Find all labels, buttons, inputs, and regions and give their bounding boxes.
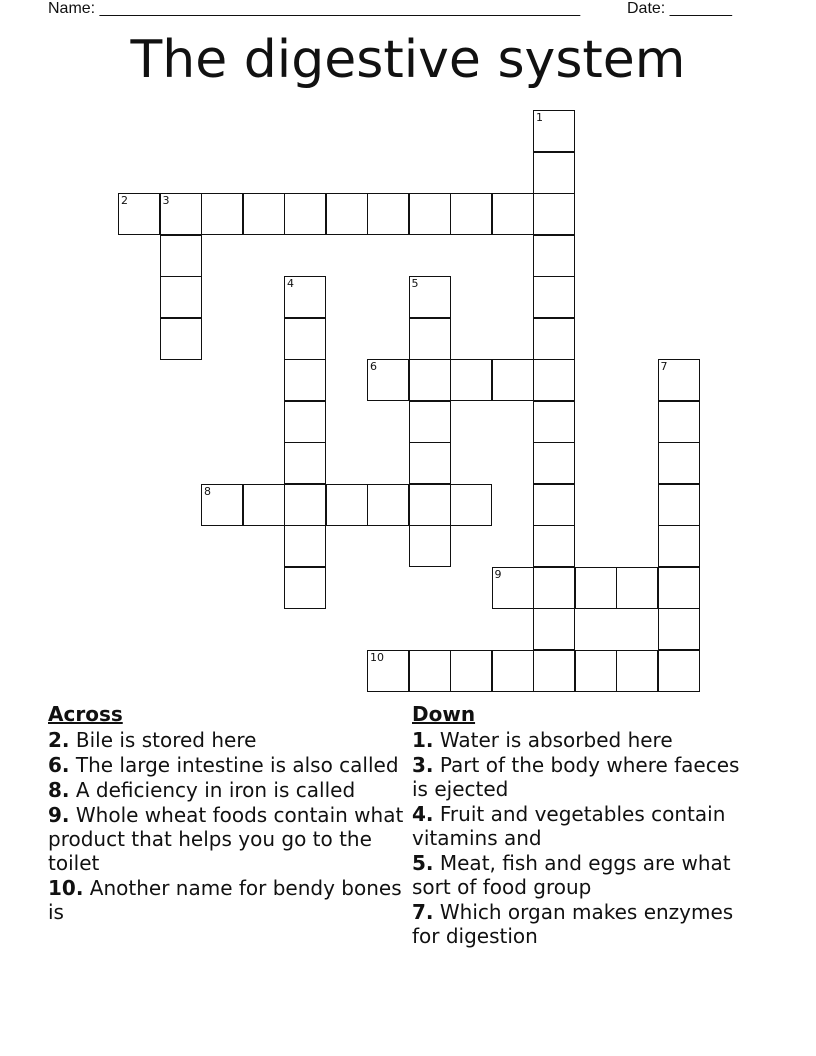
clue-number: 10.: [48, 876, 84, 900]
crossword-cell[interactable]: [284, 401, 326, 443]
crossword-cell[interactable]: [658, 442, 700, 484]
cell-number: 1: [536, 111, 543, 124]
crossword-cell[interactable]: [284, 193, 326, 235]
crossword-cell[interactable]: [533, 567, 575, 609]
crossword-cell[interactable]: [201, 484, 243, 526]
crossword-cell[interactable]: [409, 650, 451, 692]
clue-number: 5.: [412, 851, 434, 875]
crossword-cell[interactable]: [658, 567, 700, 609]
clue-number: 8.: [48, 778, 70, 802]
clue-across-9: [48, 803, 408, 875]
crossword-cell[interactable]: [284, 359, 326, 401]
clue-number: 3.: [412, 753, 434, 777]
crossword-cell[interactable]: [409, 318, 451, 360]
crossword-cell[interactable]: [367, 650, 409, 692]
crossword-cell[interactable]: [160, 276, 202, 318]
crossword-cell[interactable]: [450, 359, 492, 401]
clue-text: A deficiency in iron is called: [75, 778, 356, 802]
crossword-cell[interactable]: [492, 359, 534, 401]
clue-text: Bile is stored here: [75, 728, 257, 752]
clue-across-2: [48, 728, 408, 752]
clue-number: 7.: [412, 900, 434, 924]
crossword-cell[interactable]: [243, 193, 285, 235]
crossword-cell[interactable]: [284, 484, 326, 526]
crossword-cell[interactable]: [409, 525, 451, 567]
clue-across-8: [48, 778, 408, 802]
clue-text: Fruit and vegetables contain vitamins and: [412, 802, 726, 850]
crossword-cell[interactable]: [533, 276, 575, 318]
crossword-cell[interactable]: [575, 650, 617, 692]
across-heading: Across: [48, 702, 123, 726]
crossword-cell[interactable]: [533, 525, 575, 567]
crossword-cell[interactable]: [533, 608, 575, 650]
crossword-cell[interactable]: [533, 152, 575, 194]
crossword-cell[interactable]: [450, 193, 492, 235]
crossword-cell[interactable]: [118, 193, 160, 235]
crossword-cell[interactable]: [326, 484, 368, 526]
crossword-cell[interactable]: [533, 442, 575, 484]
clue-text: Water is absorbed here: [439, 728, 673, 752]
clue-number: 9.: [48, 803, 70, 827]
crossword-cell[interactable]: [658, 525, 700, 567]
down-clues: [412, 702, 757, 949]
crossword-cell[interactable]: [492, 650, 534, 692]
cell-number: 8: [204, 484, 211, 498]
cell-number: 6: [370, 360, 377, 373]
crossword-cell[interactable]: [284, 276, 326, 318]
clue-number: 1.: [412, 728, 434, 752]
name-field-label: Name: ______________________________________________________: [48, 0, 581, 17]
cell-number: 3: [162, 194, 170, 207]
crossword-cell[interactable]: [533, 318, 575, 360]
crossword-cell[interactable]: [409, 401, 451, 443]
puzzle-title: The digestive system: [130, 30, 686, 90]
down-heading: Down: [412, 702, 476, 726]
crossword-cell[interactable]: [533, 235, 575, 277]
clue-text: Whole wheat foods contain what product that helps you go to the toilet: [48, 803, 404, 875]
crossword-cell[interactable]: [160, 318, 202, 360]
crossword-cell[interactable]: [409, 359, 451, 401]
crossword-cell[interactable]: [367, 193, 409, 235]
crossword-cell[interactable]: [492, 567, 534, 609]
crossword-cell[interactable]: [284, 525, 326, 567]
crossword-cell[interactable]: [575, 567, 617, 609]
clue-across-10: [48, 876, 408, 924]
crossword-cell[interactable]: [450, 650, 492, 692]
crossword-cell[interactable]: [409, 193, 451, 235]
crossword-cell[interactable]: [533, 110, 575, 152]
crossword-cell[interactable]: [243, 484, 285, 526]
crossword-cell[interactable]: [409, 442, 451, 484]
cell-number: 4: [287, 277, 294, 290]
cell-number: 5: [411, 277, 419, 290]
crossword-cell[interactable]: [616, 567, 658, 609]
clue-down-5: [412, 851, 757, 899]
clue-text: Another name for bendy bones is: [48, 876, 402, 924]
cell-number: 10: [370, 650, 384, 664]
crossword-cell[interactable]: [616, 650, 658, 692]
clue-number: 4.: [412, 802, 434, 826]
crossword-cell[interactable]: [160, 193, 202, 235]
crossword-cell[interactable]: [658, 359, 700, 401]
clue-number: 6.: [48, 753, 70, 777]
cell-number: 9: [494, 567, 502, 581]
crossword-cell[interactable]: [409, 276, 451, 318]
crossword-cell[interactable]: [533, 359, 575, 401]
clue-down-3: [412, 753, 757, 801]
crossword-cell[interactable]: [284, 567, 326, 609]
clue-down-4: [412, 802, 757, 850]
crossword-cell[interactable]: [284, 318, 326, 360]
crossword-cell[interactable]: [450, 484, 492, 526]
crossword-cell[interactable]: [201, 193, 243, 235]
crossword-cell[interactable]: [326, 193, 368, 235]
crossword-cell[interactable]: [160, 235, 202, 277]
clue-text: The large intestine is also called: [75, 753, 399, 777]
cell-number: 2: [121, 194, 128, 207]
crossword-cell[interactable]: [533, 401, 575, 443]
crossword-cell[interactable]: [409, 484, 451, 526]
crossword-cell[interactable]: [533, 484, 575, 526]
crossword-cell[interactable]: [533, 650, 575, 692]
crossword-cell[interactable]: [367, 359, 409, 401]
date-field-label: Date: _______: [627, 0, 732, 17]
crossword-cell[interactable]: [658, 401, 700, 443]
clue-number: 2.: [48, 728, 70, 752]
crossword-cell[interactable]: [658, 608, 700, 650]
clue-across-6: [48, 753, 408, 777]
crossword-cell[interactable]: [533, 193, 575, 235]
crossword-cell[interactable]: [658, 650, 700, 692]
across-clues: [48, 702, 408, 925]
crossword-cell[interactable]: [367, 484, 409, 526]
crossword-cell[interactable]: [492, 193, 534, 235]
clue-text: Meat, fish and eggs are what sort of food group: [412, 851, 731, 899]
crossword-cell[interactable]: [284, 442, 326, 484]
clue-down-1: [412, 728, 757, 752]
crossword-cell[interactable]: [658, 484, 700, 526]
cell-number: 7: [660, 360, 668, 373]
clue-text: Which organ makes enzymes for digestion: [412, 900, 734, 948]
clue-down-7: [412, 900, 757, 948]
clue-text: Part of the body where faeces is ejected: [412, 753, 740, 801]
